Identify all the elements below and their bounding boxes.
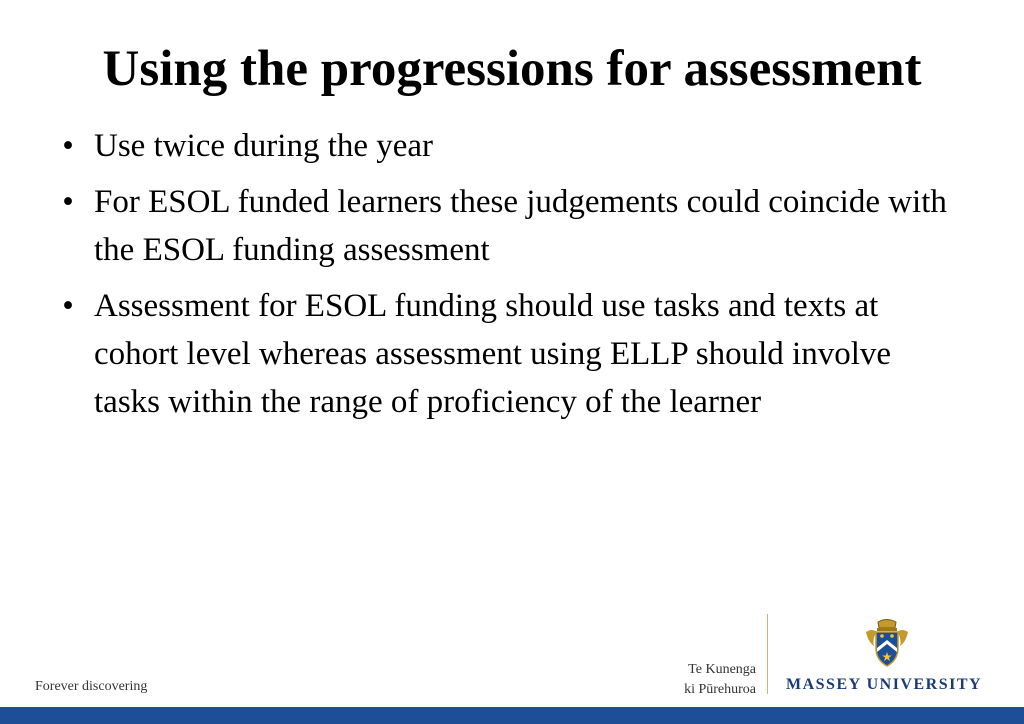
bullet-item [58,282,958,426]
maori-name-line-2: ki Pūrehuroa [684,682,756,697]
bottom-brand-bar [0,707,1024,724]
footer-maori-name [664,660,756,700]
university-name: MASSEY UNIVERSITY [786,676,983,693]
bullet-item [58,178,958,274]
bullet-text: For ESOL funded learners these judgements could coincide with the ESOL funding assessment [94,184,947,268]
footer-divider [767,614,768,694]
bullet-icon: • [62,288,74,324]
bullet-icon: • [62,184,74,220]
slide-title: Using the progressions for assessment [102,41,922,97]
bullet-icon: • [62,128,74,164]
bullet-text: Assessment for ESOL funding should use tasks and texts at cohort level whereas assessment using ELLP should involve tasks within the range of proficiency of the learner [94,288,892,420]
footer-tagline: Forever discovering [35,679,148,694]
university-crest-icon [862,618,912,668]
bullet-text: Use twice during the year [94,128,434,164]
bullet-item [58,122,958,170]
maori-name-line-1: Te Kunenga [688,662,756,677]
bullet-list [58,122,958,434]
